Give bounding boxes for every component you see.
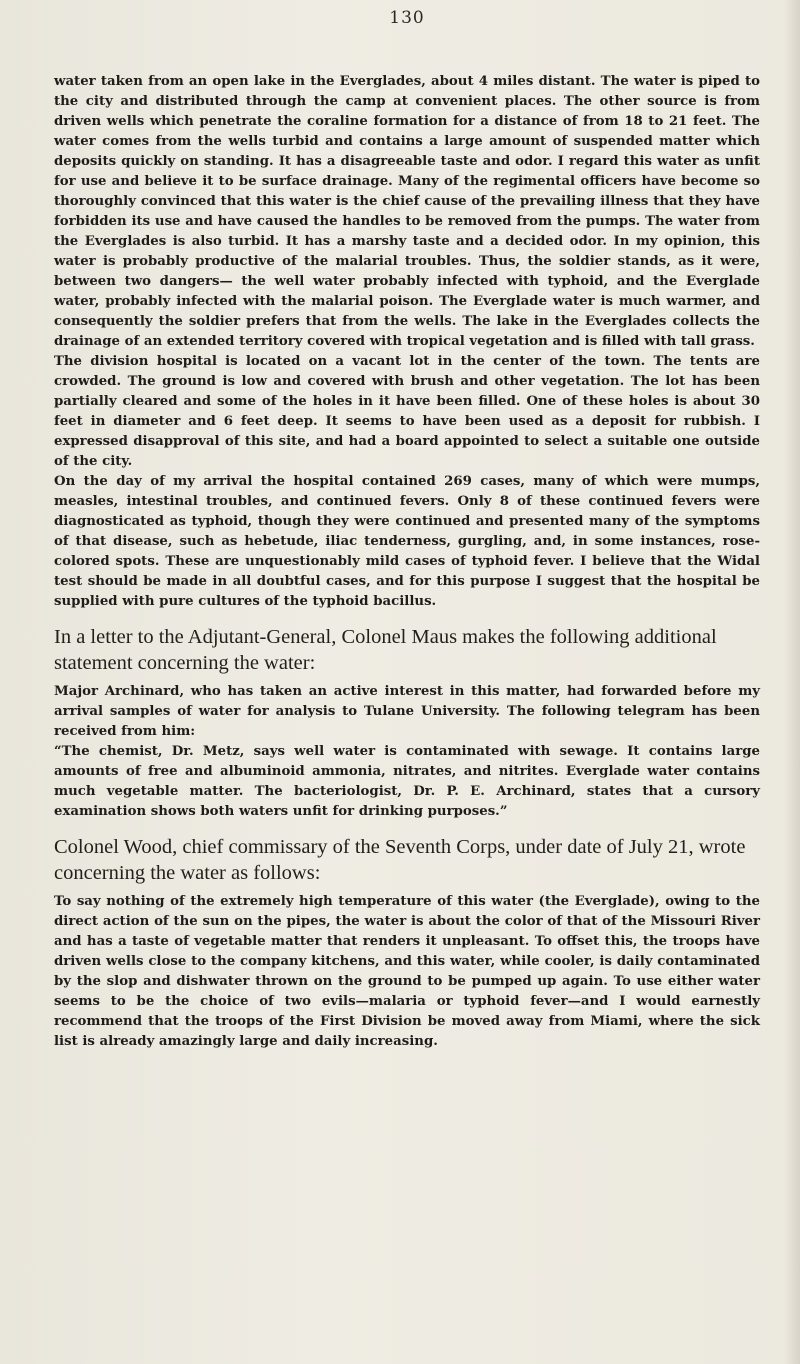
paragraph-telegram-quote: “The chemist, Dr. Metz, says well water is contaminated with sewage. It contains large amounts of free and albuminoid ammonia, nitrates, and nitrites. Everglade water contains much vegetable matter. The bacteriologist, Dr. P. E. Archinard, states that a cursory examination shows both waters unfit for drinking purposes.” bbox=[54, 744, 760, 819]
paragraph-wood-statement: To say nothing of the extremely high temperature of this water (the Everglade), owing to the direct action of the sun on the pipes, the water is about the color of that of the Missouri River and has a taste of vegetable matter that renders it unpleasant. To offset this, the troops have driven wells close to the company kitchens, and this water, while cooler, is daily contaminated by the slop and dishwater thrown on the ground to be pumped up again. To use either water seems to be the choice of two evils—malaria or typhoid fever—and I would earnestly recommend that the troops of the First Division be moved away from Miami, where the sick list is already amazingly large and daily increasing. bbox=[54, 894, 760, 1049]
page-number: 130 bbox=[389, 8, 425, 28]
heading-colonel-wood: Colonel Wood, chief commissary of the Seventh Corps, under date of July 21, wrote concerning the water as follows: bbox=[54, 836, 746, 884]
heading-colonel-maus: In a letter to the Adjutant-General, Colonel Maus makes the following additional statement concerning the water: bbox=[54, 626, 717, 674]
paragraph-division-hospital: The division hospital is located on a vacant lot in the center of the town. The tents are crowded. The ground is low and covered with brush and other vegetation. The lot has been partially cleared and some of the holes in it have been filled. One of these holes is about 30 feet in diameter and 6 feet deep. It seems to have been used as a deposit for rubbish. I expressed disapproval of this site, and had a board appointed to select a suitable one outside of the city. bbox=[54, 354, 760, 469]
paragraph-water-sources: water taken from an open lake in the Everglades, about 4 miles distant. The water is piped to the city and distributed through the camp at convenient places. The other source is from driven wells which penetrate the coraline formation for a distance of from 18 to 21 feet. The water comes from the wells turbid and contains a large amount of suspended matter which deposits quickly on standing. It has a disagreeable taste and odor. I regard this water as unfit for use and believe it to be surface drainage. Many of the regimental officers have become so thoroughly convinced that this water is the chief cause of the prevailing illness that they have forbidden its use and have caused the handles to be removed from the pumps. The water from the Everglades is also turbid. It has a marshy taste and a decided odor. In my opinion, this water is probably productive of the malarial troubles. Thus, the soldier stands, as it were, between two dangers— the well water probably infected with typhoid, and the Everglade water, probably infected with the malarial poison. The Everglade water is much warmer, and consequently the soldier prefers that from the wells. The lake in the Everglades collects the drainage of an extended territory covered with tropical vegetation and is filled with tall grass. bbox=[54, 74, 760, 349]
paragraph-archinard-analysis: Major Archinard, who has taken an active interest in this matter, had forwarded before my arrival samples of water for analysis to Tulane University. The following telegram has been received from him: bbox=[54, 684, 760, 739]
paragraph-hospital-cases: On the day of my arrival the hospital contained 269 cases, many of which were mumps, measles, intestinal troubles, and continued fevers. Only 8 of these continued fevers were diagnosticated as typhoid, though they were continued and presented many of the symptoms of that disease, such as hebetude, iliac tenderness, gurgling, and, in some instances, rose-colored spots. These are unquestionably mild cases of typhoid fever. I believe that the Widal test should be made in all doubtful cases, and for this purpose I suggest that the hospital be supplied with pure cultures of the typhoid bacillus. bbox=[54, 474, 760, 609]
page-edge-shadow bbox=[784, 0, 800, 1364]
